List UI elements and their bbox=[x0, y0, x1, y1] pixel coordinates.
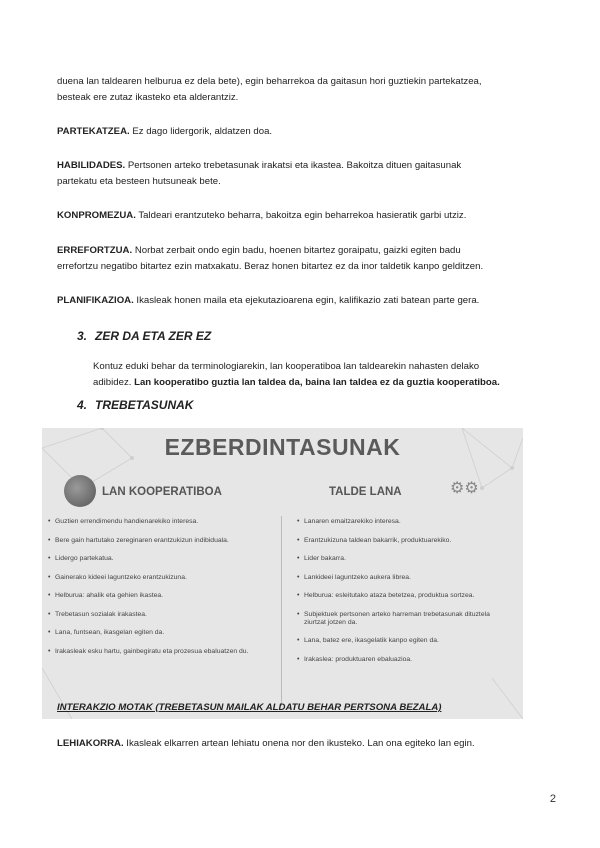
section-3-number: 3. bbox=[77, 329, 88, 343]
section-3-paragraph bbox=[93, 359, 563, 391]
right-list-item: • Subjektuek pertsonen arteko harreman trebetasunak dituztela ziurtzat jotzen da. bbox=[297, 611, 502, 627]
left-list bbox=[48, 518, 276, 666]
gears-icon: ⚙⚙ bbox=[450, 480, 479, 497]
intro-line-2: besteak ere zutaz ikasteko eta alderantziz. bbox=[57, 92, 239, 103]
intro-line-1: duena lan taldearen helburua ez dela bete), egin beharrekoa da gaitasun hori guztiekin partekatzea, bbox=[57, 76, 482, 87]
left-list-item: • Gainerako kideei laguntzeko erantzukizuna. bbox=[48, 574, 276, 582]
intro-paragraph bbox=[57, 74, 557, 106]
section-3-line-2-plain: adibidez. bbox=[93, 377, 135, 388]
habilidades-paragraph bbox=[57, 158, 557, 190]
right-list-item: • Lanaren emaitzarekiko interesa. bbox=[297, 518, 502, 526]
right-list-item: • Erantzukizuna taldean bakarrik, produktuarekiko. bbox=[297, 537, 502, 545]
errefortzua-term: ERREFORTZUA. bbox=[57, 245, 133, 256]
right-column-heading: TALDE LANA bbox=[329, 486, 402, 498]
right-list bbox=[297, 518, 502, 674]
left-list-item: • Lidergo partekatua. bbox=[48, 555, 276, 563]
column-divider bbox=[281, 516, 282, 706]
right-list-item: • Lider bakarra. bbox=[297, 555, 502, 563]
errefortzua-line-2: errefortzu negatibo bitartez ezin matxakatu. Beraz honen bitartez ez da inor taldetik kanpo gelditzen. bbox=[57, 261, 484, 272]
partekatzea-term: PARTEKATZEA. bbox=[57, 126, 130, 137]
lehiakorra-paragraph bbox=[57, 736, 557, 752]
konpromezua-text: Taldeari erantzuteko beharra, bakoitza egin beharrekoa hasieratik garbi utziz. bbox=[135, 210, 467, 221]
section-3-line-2-bold: Lan kooperatibo guztia lan taldea da, baina lan taldea ez da guztia kooperatiboa. bbox=[134, 377, 500, 388]
section-4-heading bbox=[77, 398, 193, 412]
figure-title: EZBERDINTASUNAK bbox=[164, 434, 401, 460]
left-list-item: • Helburua: ahalik eta gehien ikastea. bbox=[48, 592, 276, 600]
page-number: 2 bbox=[549, 793, 556, 805]
habilidades-line-1: Pertsonen arteko trebetasunak irakatsi eta ikastea. Bakoitza dituen gaitasunak bbox=[125, 160, 462, 171]
errefortzua-line-1: Norbat zerbait ondo egin badu, hoenen bitartez goraipatu, gaizki egiten badu bbox=[132, 245, 461, 256]
section-3-title: ZER DA ETA ZER EZ bbox=[95, 329, 212, 343]
section-4-title: TREBETASUNAK bbox=[95, 398, 194, 412]
left-list-item: • Irakasleak esku hartu, gainbegiratu eta prozesua ebaluatzen du. bbox=[48, 648, 276, 656]
planifikazioa-term: PLANIFIKAZIOA. bbox=[57, 295, 134, 306]
section-4-number: 4. bbox=[77, 398, 88, 412]
habilidades-line-2: partekatu eta besteen hutsuneak bete. bbox=[57, 176, 221, 187]
planifikazioa-text: Ikasleak honen maila eta ejekutazioarena egin, kalifikazio zati batean parte gera. bbox=[133, 295, 480, 306]
errefortzua-paragraph bbox=[57, 243, 557, 275]
left-column-heading: LAN KOOPERATIBOA bbox=[102, 486, 222, 498]
left-list-item: • Bere gain hartutako zereginaren erantzukizun indibiduala. bbox=[48, 537, 276, 545]
interakzio-heading-text: INTERAKZIO MOTAK (TREBETASUN MAILAK ALDATU BEHAR PERTSONA BEZALA) bbox=[57, 702, 442, 713]
section-3-heading bbox=[77, 329, 211, 343]
comparison-figure bbox=[42, 428, 523, 719]
konpromezua-term: KONPROMEZUA. bbox=[57, 210, 136, 221]
right-list-item: • Lankideei laguntzeko aukera librea. bbox=[297, 574, 502, 582]
lehiakorra-text: Ikasleak elkarren artean lehiatu onena nor den ikusteko. Lan ona egiteko lan egin. bbox=[123, 738, 475, 749]
right-list-item: • Helburua: esleitutako ataza betetzea, produktua sortzea. bbox=[297, 592, 502, 600]
right-list-item: • Lana, batez ere, ikasgelatik kanpo egiten da. bbox=[297, 637, 502, 645]
left-list-item: • Trebetasun sozialak irakastea. bbox=[48, 611, 276, 619]
konpromezua-paragraph bbox=[57, 208, 557, 224]
interakzio-heading bbox=[57, 700, 557, 716]
left-list-item: • Lana, funtsean, ikasgelan egiten da. bbox=[48, 629, 276, 637]
partekatzea-text: Ez dago lidergorik, aldatzen doa. bbox=[129, 126, 273, 137]
right-list-item: • Irakaslea: produktuaren ebaluazioa. bbox=[297, 656, 502, 664]
habilidades-term: HABILIDADES. bbox=[57, 160, 126, 171]
lehiakorra-term: LEHIAKORRA. bbox=[57, 738, 124, 749]
left-list-item: • Guztien errendimendu handienarekiko interesa. bbox=[48, 518, 276, 526]
section-3-line-1: Kontuz eduki behar da terminologiarekin, lan kooperatiboa lan taldearekin nahasten delako bbox=[93, 361, 480, 372]
globe-icon bbox=[64, 475, 96, 507]
planifikazioa-paragraph bbox=[57, 293, 557, 309]
partekatzea-paragraph bbox=[57, 124, 557, 140]
